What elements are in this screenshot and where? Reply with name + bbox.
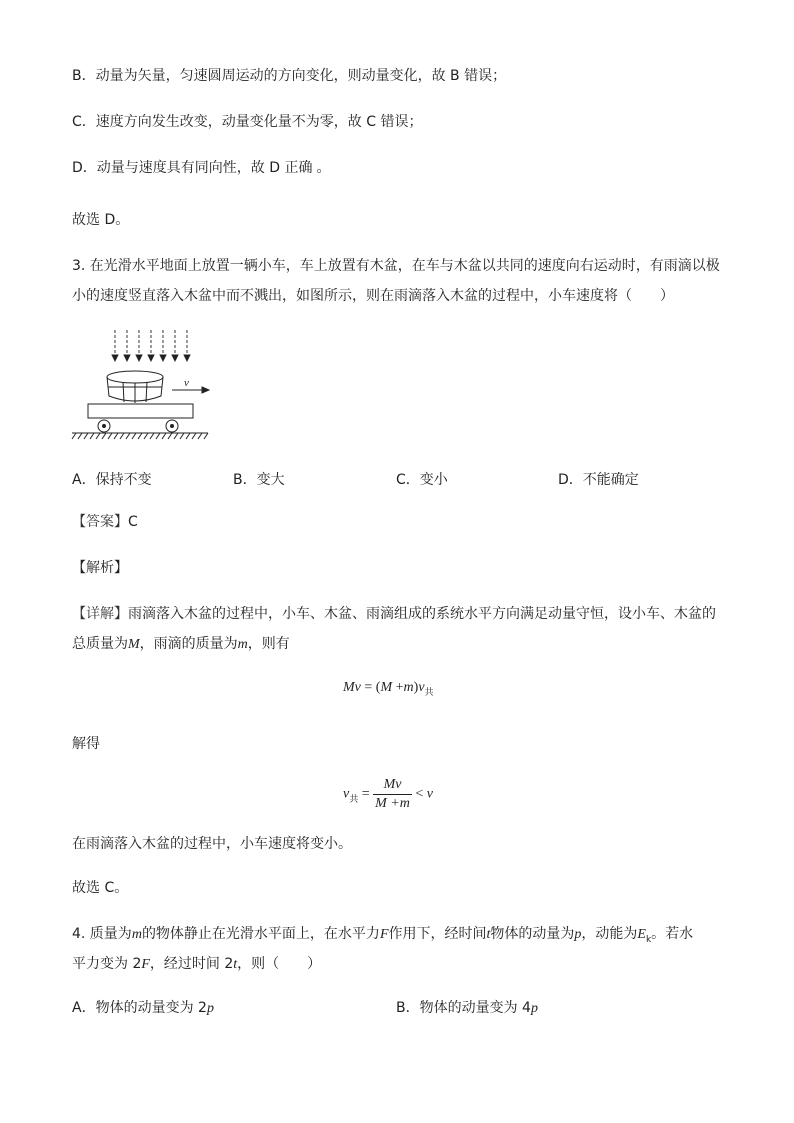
solution-line-c: C．速度方向发生改变，动量变化量不为零，故 C 错误；: [72, 114, 423, 130]
eq-symbol: = (: [360, 680, 381, 695]
fraction-numerator: Mv: [373, 776, 412, 795]
var-p: p: [206, 1001, 214, 1016]
raindrop-arrow: [172, 330, 178, 361]
raindrop-arrow: [124, 330, 130, 361]
q4-text: 的物体静止在光滑水平面上，在水平力: [141, 926, 380, 942]
eq-term: v: [426, 786, 433, 802]
option-text: A．物体的动量变为 2: [72, 1000, 207, 1016]
q3-stem-line1: 3. 在光滑水平地面上放置一辆小车，车上放置有木盆，在车与木盆以共同的速度向右运动时，有雨滴以极: [72, 258, 720, 274]
fraction-denominator: M +m: [375, 796, 410, 811]
momentum-equation: [343, 680, 434, 696]
eq-term: M: [380, 680, 393, 695]
q4-text: 4. 质量为: [72, 926, 132, 942]
var-F: F: [379, 927, 389, 942]
velocity-arrow: [172, 387, 209, 393]
velocity-label: v: [184, 377, 189, 389]
detail-text: 雨滴落入木盆的过程中，小车、木盆、雨滴组成的系统水平方向满足动量守恒，设小车、木盆的: [128, 606, 716, 622]
q4-text: 作用下，经时间: [388, 926, 487, 942]
eq-fraction: [373, 776, 412, 813]
solution-line-d: [72, 158, 330, 178]
eq-subscript: 共: [424, 688, 434, 698]
raindrop-arrow: [184, 330, 190, 361]
q3-option-b: B．变大: [233, 472, 285, 488]
var-E-subscript: k: [645, 935, 652, 945]
var-t: t: [486, 927, 491, 942]
q4-text: 物体的动量为: [490, 926, 575, 942]
q3-option-c: C．变小: [396, 472, 448, 488]
eq-symbol: +: [392, 680, 404, 695]
detail-tag: 【详解】: [72, 606, 128, 622]
q3-conclusion: 在雨滴落入木盆的过程中，小车速度将变小。: [72, 836, 352, 852]
q3-option-a: A．保持不变: [72, 472, 152, 488]
solution-conclusion: 故选 D。: [72, 212, 130, 228]
q4-option-a: [72, 998, 214, 1019]
cart-wheels: [98, 420, 178, 432]
raindrop-arrow: [148, 330, 154, 361]
detail-line2-part: 总质量为: [72, 636, 128, 652]
var-m: m: [237, 637, 248, 652]
eq-term: Mv: [343, 680, 361, 695]
raindrop-arrow: [160, 330, 166, 361]
q4-text: ，则（ ）: [237, 956, 322, 972]
solve-label: 解得: [72, 736, 100, 752]
var-E: E: [637, 927, 646, 942]
var-t: t: [233, 957, 238, 972]
q3-figure: [68, 326, 213, 442]
q3-option-d: D．不能确定: [558, 472, 639, 488]
eq-symbol: =: [358, 786, 374, 802]
option-text: B．物体的动量变为 4: [396, 1000, 531, 1016]
solution-line-d-text: D．动量与速度具有同向性，故 D 正确: [72, 160, 313, 176]
answer-value: C: [128, 514, 138, 530]
q4-text: ，动能为: [581, 926, 638, 942]
q4-text: 。若水: [651, 926, 694, 942]
detail-line2-part: ，雨滴的质量为: [139, 636, 238, 652]
q3-choose: 故选 C。: [72, 880, 129, 896]
answer-tag: 【答案】: [72, 514, 128, 530]
eq-symbol: <: [411, 786, 427, 802]
eq-subscript: 共: [349, 794, 359, 805]
cart-body: [88, 404, 193, 418]
raindrop-arrow: [136, 330, 142, 361]
q4-stem-line1: [72, 924, 693, 946]
eq-symbol: ): [413, 680, 419, 695]
q4-option-b: [396, 998, 538, 1019]
raindrop-arrows: [112, 330, 190, 361]
q3-analysis-tag: 【解析】: [72, 560, 128, 576]
q3-answer: [72, 512, 138, 532]
raindrop-arrow: [112, 330, 118, 361]
q4-text: 平力变为 2: [72, 956, 142, 972]
var-p: p: [574, 927, 582, 942]
velocity-equation: [343, 776, 433, 813]
q3-detail-line2: [72, 634, 290, 655]
ground: [72, 433, 208, 439]
var-m: m: [131, 927, 142, 942]
q3-detail-line1: [72, 604, 716, 624]
detail-line2-part: ，则有: [247, 636, 290, 652]
eq-term: v: [418, 680, 425, 695]
wooden-tub: [107, 371, 163, 403]
q4-stem-line2: [72, 954, 321, 975]
var-M: M: [128, 637, 140, 652]
solution-line-b: B．动量为矢量，匀速圆周运动的方向变化，则动量变化，故 B 错误；: [72, 68, 507, 84]
q3-stem-line2: 小的速度竖直落入木盆中而不溅出，如图所示，则在雨滴落入木盆的过程中，小车速度将（ ）: [72, 288, 674, 304]
var-p: p: [530, 1001, 538, 1016]
solution-line-d-dot: 。: [316, 160, 331, 176]
var-F: F: [141, 957, 150, 972]
eq-term: m: [403, 680, 414, 695]
eq-term: v: [343, 786, 350, 802]
q4-text: ，经过时间 2: [149, 956, 234, 972]
